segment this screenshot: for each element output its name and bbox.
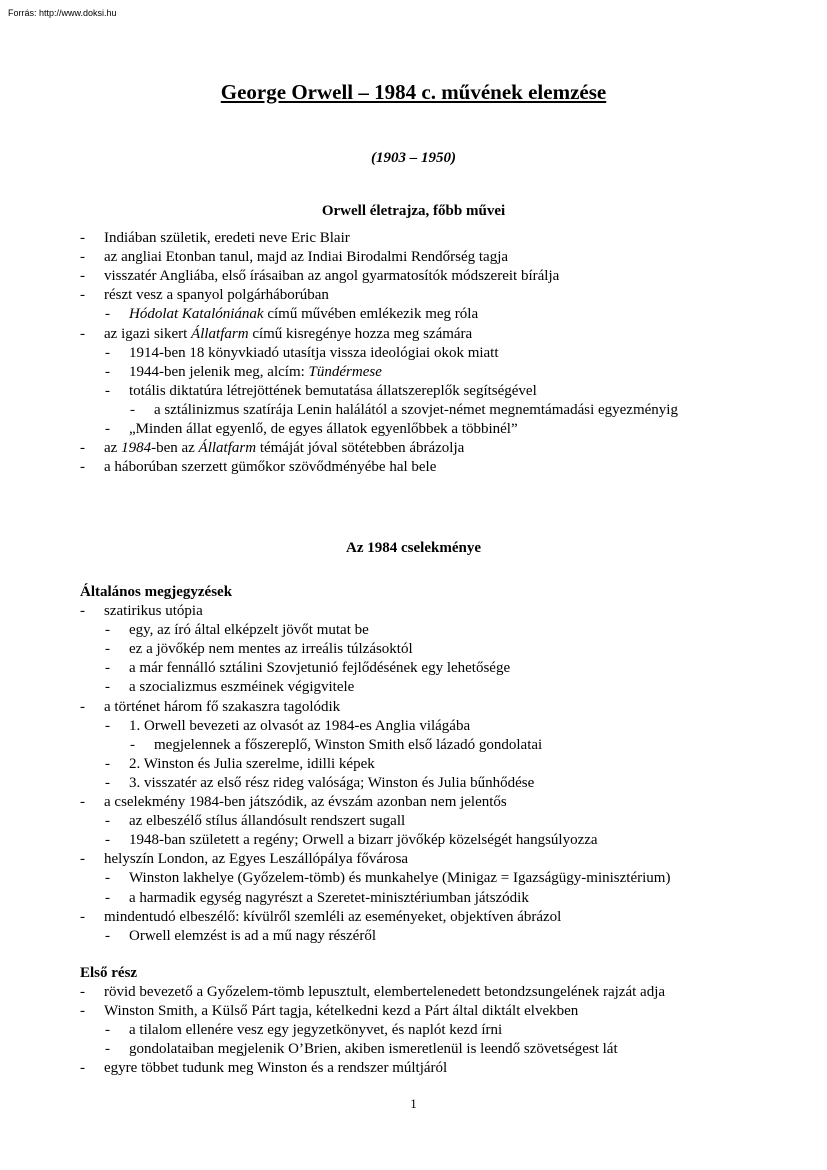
list-item <box>104 1002 578 1021</box>
list-item-text: témáját jóval sötétebben ábrázolja <box>256 440 465 457</box>
list-item-text: 2. Winston és Julia szerelme, idilli képek <box>129 755 375 772</box>
list-item <box>104 983 665 1002</box>
bullet-dash: - <box>105 774 110 791</box>
list-item <box>104 793 507 812</box>
list-item-text: 1948-ban született a regény; Orwell a bizarr jövőkép közelségét hangsúlyozza <box>129 832 598 849</box>
list-item-text: egy, az író által elképzelt jövőt mutat be <box>129 622 369 639</box>
list-item-text: a háborúban szerzett gümőkor szövődményébe hal bele <box>104 459 437 476</box>
list-item <box>129 621 369 640</box>
bullet-dash: - <box>80 440 85 457</box>
list-item <box>129 1021 502 1040</box>
bullet-dash: - <box>80 287 85 304</box>
list-item-text: a már fennálló sztálini Szovjetunió fejlődésének egy lehetősége <box>129 660 511 677</box>
list-item-text: a szocializmus eszméinek végigvitele <box>129 679 355 696</box>
bullet-dash: - <box>80 984 85 1000</box>
bullet-dash: - <box>105 927 110 944</box>
bullet-dash: - <box>80 268 85 285</box>
list-item-text: gondolataiban megjelenik O’Brien, akiben ismeretlenül is leendő szövetségest lát <box>129 1041 618 1058</box>
list-item <box>129 774 534 793</box>
list-item <box>104 439 464 458</box>
list-item <box>129 889 529 908</box>
list-item <box>129 927 376 946</box>
list-item <box>129 755 375 774</box>
list-item <box>129 869 670 888</box>
bullet-dash: - <box>80 908 85 925</box>
list-item-text: 1. Orwell bevezeti az olvasót az 1984-es Anglia világába <box>129 717 471 734</box>
list-item <box>104 286 329 305</box>
list-item <box>129 363 382 382</box>
bullet-dash: - <box>105 679 110 696</box>
list-item <box>154 736 542 755</box>
list-item-text: -ben az <box>151 440 199 457</box>
subheading-first-part: Első rész <box>80 965 138 981</box>
list-item <box>129 382 537 401</box>
section-heading-plot: Az 1984 cselekménye <box>346 540 481 556</box>
list-item-text: 1984 <box>121 440 152 457</box>
list-item-text: a sztálinizmus szatírája Lenin halálától a szovjet-német megnemtámadási egyezményig <box>154 401 678 418</box>
list-item <box>129 1040 618 1059</box>
list-item-text: az <box>104 440 122 457</box>
list-item <box>104 248 508 267</box>
list-item <box>129 678 354 697</box>
bullet-dash: - <box>105 363 110 380</box>
bullet-dash: - <box>80 230 85 246</box>
bullet-dash: - <box>80 794 85 810</box>
bullet-dash: - <box>105 755 110 772</box>
list-item-text: Állatfarm <box>198 440 257 457</box>
list-item-text: Indiában születik, eredeti neve Eric Blair <box>104 230 350 246</box>
list-item <box>104 602 203 621</box>
bullet-dash: - <box>105 1041 110 1058</box>
bullet-dash: - <box>130 401 135 418</box>
bullet-dash: - <box>130 736 135 753</box>
bullet-dash: - <box>80 698 85 715</box>
list-item-text: a cselekmény 1984-ben játszódik, az évszám azonban nem jelentős <box>104 794 507 810</box>
list-item-text: a történet három fő szakaszra tagolódik <box>104 698 341 715</box>
bullet-dash: - <box>105 832 110 849</box>
list-item <box>129 659 510 678</box>
bullet-dash: - <box>105 421 110 437</box>
list-item <box>129 420 518 439</box>
bullet-dash: - <box>105 382 110 399</box>
bullet-dash: - <box>105 306 110 323</box>
list-item <box>104 850 408 869</box>
list-item-text: mindentudó elbeszélő: kívülről szemléli az eseményeket, objektíven ábrázol <box>104 908 562 925</box>
bullet-dash: - <box>105 813 110 830</box>
list-item <box>104 458 436 477</box>
bullet-dash: - <box>105 641 110 658</box>
list-item <box>129 305 478 324</box>
list-item-text: visszatér Angliába, első írásaiban az angol gyarmatosítók módszereit bírálja <box>104 268 560 285</box>
list-item <box>104 325 472 344</box>
list-item-text: totális diktatúra létrejöttének bemutatása állatszereplők segítségével <box>129 382 537 399</box>
bullet-dash: - <box>80 249 85 266</box>
page-number: 1 <box>410 1096 417 1111</box>
list-item-text: című művében emlékezik meg róla <box>263 306 479 323</box>
list-item-text: Állatfarm <box>191 325 249 342</box>
list-item-text: Winston lakhelye (Győzelem-tömb) és munkahelye (Minigaz = Igazságügy-minisztérium) <box>129 870 671 887</box>
list-item-text: egyre többet tudunk meg Winston és a rendszer múltjáról <box>104 1060 448 1077</box>
list-item <box>104 698 340 717</box>
source-note: Forrás: http://www.doksi.hu <box>8 8 117 18</box>
page-title: George Orwell – 1984 c. művének elemzése <box>220 80 607 104</box>
list-item-text: az elbeszélő stílus állandósult rendszert sugall <box>129 813 406 830</box>
bullet-dash: - <box>80 459 85 476</box>
list-item-text: 3. visszatér az első rész rideg valósága; Winston és Julia bűnhődése <box>129 774 535 791</box>
list-item-text: a tilalom ellenére vesz egy jegyzetkönyvet, és naplót kezd írni <box>129 1022 503 1039</box>
list-item-text: helyszín London, az Egyes Leszállópálya fővárosa <box>104 851 409 868</box>
list-item-text: megjelennek a főszereplő, Winston Smith első lázadó gondolatai <box>154 736 543 753</box>
list-item-text: az angliai Etonban tanul, majd az Indiai Birodalmi Rendőrség tagja <box>104 249 509 266</box>
list-item-text: „Minden állat egyenlő, de egyes állatok egyenlőbbek a többinél” <box>129 421 518 437</box>
list-item-text: Tündérmese <box>308 363 382 380</box>
section-heading-biography: Orwell életrajza, főbb művei <box>321 203 506 219</box>
list-item-text: a harmadik egység nagyrészt a Szeretet-minisztériumban játszódik <box>129 889 529 906</box>
list-item-text: 1914-ben 18 könyvkiadó utasítja vissza ideológiai okok miatt <box>129 344 499 361</box>
list-item <box>129 812 405 831</box>
list-item-text: Winston Smith, a Külső Párt tagja, kételkedni kezd a Párt által diktált elvekben <box>104 1003 579 1020</box>
bullet-dash: - <box>105 344 110 361</box>
list-item <box>104 229 350 248</box>
list-item-text: című kisregénye hozza meg számára <box>248 325 473 342</box>
list-item-text: Hódolat Katalóniának <box>129 306 264 323</box>
subheading-general-notes: Általános megjegyzések <box>80 584 233 600</box>
list-item <box>129 717 470 736</box>
list-item <box>129 640 413 659</box>
bullet-dash: - <box>80 1060 85 1077</box>
bullet-dash: - <box>105 660 110 677</box>
list-item-text: rövid bevezető a Győzelem-tömb lepusztult, elembertelenedett betondzsungelének rajzát adja <box>104 984 666 1000</box>
bullet-dash: - <box>80 603 85 619</box>
list-item <box>104 1059 447 1078</box>
list-item <box>154 401 678 420</box>
list-item <box>104 908 561 927</box>
bullet-dash: - <box>105 889 110 906</box>
bullet-dash: - <box>105 870 110 887</box>
list-item-text: részt vesz a spanyol polgárháborúban <box>104 287 329 304</box>
bullet-dash: - <box>105 622 110 639</box>
bullet-dash: - <box>105 717 110 734</box>
list-item-text: szatirikus utópia <box>104 603 203 619</box>
list-item-text: az igazi sikert <box>104 325 192 342</box>
list-item <box>104 267 559 286</box>
list-item-text: Orwell elemzést is ad a mű nagy részéről <box>129 927 376 944</box>
bullet-dash: - <box>80 325 85 342</box>
list-item-text: 1944-ben jelenik meg, alcím: <box>129 363 309 380</box>
list-item <box>129 831 598 850</box>
life-years: (1903 – 1950) <box>371 150 456 166</box>
list-item-text: ez a jövőkép nem mentes az irreális túlzásoktól <box>129 641 413 658</box>
bullet-dash: - <box>80 1003 85 1020</box>
bullet-dash: - <box>80 851 85 868</box>
bullet-dash: - <box>105 1022 110 1039</box>
list-item <box>129 344 499 363</box>
